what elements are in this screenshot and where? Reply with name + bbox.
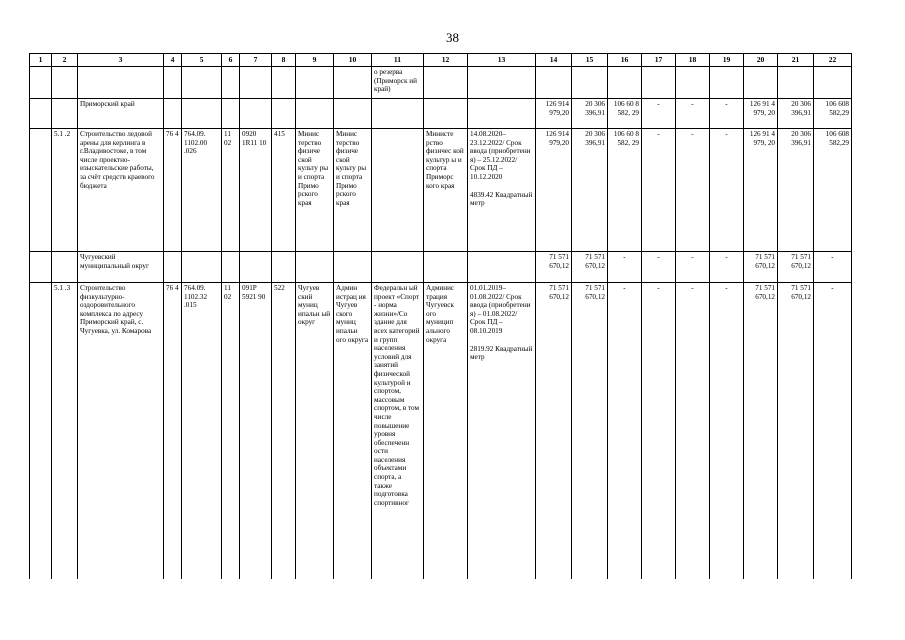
cell (424, 67, 468, 99)
cell-amount: - (676, 129, 710, 252)
cell-amount: - (814, 283, 852, 579)
cell-amount: - (710, 129, 744, 252)
cell (536, 67, 572, 99)
cell (468, 67, 536, 99)
cell-code: 0920 1R11 10 (240, 129, 272, 252)
cell (334, 252, 372, 283)
col-header: 1 (30, 54, 52, 67)
cell-amount: - (676, 99, 710, 129)
cell-terms (468, 283, 536, 579)
cell (710, 67, 744, 99)
cell-code: 76 4 (164, 129, 182, 252)
cell (182, 99, 222, 129)
cell-code: 764.09. 1102.32 .015 (182, 283, 222, 579)
cell (334, 67, 372, 99)
cell (468, 99, 536, 129)
cell-amount: 71 571 670,12 (572, 283, 608, 579)
col-header: 13 (468, 54, 536, 67)
col-header: 4 (164, 54, 182, 67)
cell (78, 67, 164, 99)
cell-amount: - (608, 252, 642, 283)
cell-code: 764.09. 1102.00 .026 (182, 129, 222, 252)
cell-project: Федеральн ый проект «Спорт - норма жизни»/Со здание для всех категорий и групп населения условий для занятий физической культурой и спортом, массовым спортом, в том числе повышение уровня обеспеченн ости населения объектами спорта, а также подготовка спортивног (372, 283, 424, 579)
cell (30, 67, 52, 99)
col-header: 19 (710, 54, 744, 67)
cell-code: 76 4 (164, 283, 182, 579)
cell-amount: - (608, 283, 642, 579)
col-header: 18 (676, 54, 710, 67)
cell-amount: - (642, 283, 676, 579)
cell (296, 99, 334, 129)
cell (52, 99, 78, 129)
col-header: 14 (536, 54, 572, 67)
cell (424, 99, 468, 129)
cell (468, 252, 536, 283)
column-number-row (30, 54, 852, 67)
cell-organization: Чугуев ский муниц ипальн ый округ (296, 283, 334, 579)
cell (30, 129, 52, 252)
table-row-chuguevsky (30, 252, 852, 283)
cell (30, 283, 52, 579)
cell-code: 415 (272, 129, 296, 252)
cell-amount: 71 571 670,12 (536, 252, 572, 283)
table-row-item-5-1-2 (30, 129, 852, 252)
col-header: 20 (744, 54, 778, 67)
cell (164, 252, 182, 283)
col-header: 21 (778, 54, 814, 67)
cell-object-name: Строительство физкультурно-оздоровительного комплекса по адресу Приморский край, с. Чугуевка, ул. Комарова (78, 283, 164, 579)
cell (372, 99, 424, 129)
terms-dates: 14.08.2020– 23.12.2022/ Срок ввода (приобретени я) – 25.12.2022/ Срок ПД – 10.12.2020 (470, 130, 531, 181)
cell-amount: - (642, 129, 676, 252)
cell (30, 252, 52, 283)
col-header: 22 (814, 54, 852, 67)
cell-amount: - (710, 252, 744, 283)
cell (52, 252, 78, 283)
cell-amount: - (676, 252, 710, 283)
cell-project: о резерва (Приморск ий край) (372, 67, 424, 99)
col-header: 7 (240, 54, 272, 67)
budget-table (29, 53, 852, 579)
cell (240, 67, 272, 99)
cell (608, 67, 642, 99)
col-header: 10 (334, 54, 372, 67)
cell (676, 67, 710, 99)
cell (222, 67, 240, 99)
cell-terms (468, 129, 536, 252)
cell-amount: 20 306 396,91 (778, 99, 814, 129)
cell (240, 252, 272, 283)
cell-amount: 20 306 396,91 (778, 129, 814, 252)
cell-amount: 106 608 582,29 (814, 99, 852, 129)
cell-amount: - (642, 99, 676, 129)
col-header: 16 (608, 54, 642, 67)
cell (272, 252, 296, 283)
cell (222, 99, 240, 129)
cell (164, 99, 182, 129)
cell (52, 67, 78, 99)
terms-capacity: 2819.92 Квадратный метр (470, 344, 533, 362)
cell-organization: Админис трация Чугуевск ого муницип ального округа (424, 283, 468, 579)
cell-organization: Минис терство физиче ской культу ры и спорта Примо рского края (334, 129, 372, 252)
cell (334, 99, 372, 129)
cell-region: Чугуевский муниципальный округ (78, 252, 164, 283)
col-header: 5 (182, 54, 222, 67)
cell-amount: 71 571 670,12 (744, 283, 778, 579)
cell (642, 67, 676, 99)
cell-amount: - (710, 283, 744, 579)
cell-amount: 106 608 582,29 (814, 129, 852, 252)
cell (30, 99, 52, 129)
cell-amount: 20 306 396,91 (572, 129, 608, 252)
terms-dates: 01.01.2019– 01.08.2022/ Срок ввода (приобретени я) – 01.08.2022/ Срок ПД – 08.10.2019 (470, 284, 531, 335)
cell-code: 091P 5921 90 (240, 283, 272, 579)
cell (778, 67, 814, 99)
cell-project (372, 129, 424, 252)
cell-organization: Минис терство физиче ской культу ры и спорта Примо рского края (296, 129, 334, 252)
cell (222, 252, 240, 283)
cell (182, 67, 222, 99)
cell (814, 67, 852, 99)
cell-amount: 106 60 8 582, 29 (608, 129, 642, 252)
cell (296, 252, 334, 283)
cell-amount: 126 91 4 979, 20 (744, 99, 778, 129)
cell-amount: 126 914 979,20 (536, 129, 572, 252)
col-header: 15 (572, 54, 608, 67)
cell (744, 67, 778, 99)
cell-amount: 71 571 670,12 (536, 283, 572, 579)
col-header: 11 (372, 54, 424, 67)
cell (372, 252, 424, 283)
cell-amount: 71 571 670,12 (778, 283, 814, 579)
cell (424, 252, 468, 283)
table-row-item-5-1-3 (30, 283, 852, 579)
col-header: 8 (272, 54, 296, 67)
cell-item-number: 5.1 .2 (52, 129, 78, 252)
cell-object-name: Строительство ледовой арены для керлинга в г.Владивостоке, в том числе проектно-изыскательские работы, за счёт средств краевого бюджета (78, 129, 164, 252)
cell-amount: - (814, 252, 852, 283)
cell-organization: Министе рство физичес кой культур ы и спорта Приморс кого края (424, 129, 468, 252)
cell (272, 67, 296, 99)
cell (182, 252, 222, 283)
cell-amount: 71 571 670,12 (778, 252, 814, 283)
col-header: 17 (642, 54, 676, 67)
cell-code: 11 02 (222, 129, 240, 252)
cell (296, 67, 334, 99)
cell-amount: 71 571 670,12 (744, 252, 778, 283)
col-header: 3 (78, 54, 164, 67)
cell-amount: 126 91 4 979, 20 (744, 129, 778, 252)
cell-amount: 20 306 396,91 (572, 99, 608, 129)
cell-amount: 71 571 670,12 (572, 252, 608, 283)
col-header: 12 (424, 54, 468, 67)
cell (240, 99, 272, 129)
cell-amount: - (710, 99, 744, 129)
cell-amount: 126 914 979,20 (536, 99, 572, 129)
cell-amount: - (642, 252, 676, 283)
table-row-primorsky (30, 99, 852, 129)
col-header: 9 (296, 54, 334, 67)
cell (572, 67, 608, 99)
cell-code: 522 (272, 283, 296, 579)
cell-region: Приморский край (78, 99, 164, 129)
page-number: 38 (446, 30, 459, 45)
table-row-continuation (30, 67, 852, 99)
terms-capacity: 4839.42 Квадратный метр (470, 190, 533, 208)
cell (272, 99, 296, 129)
cell-organization: Админ истрац ия Чугуев ского муниц ипальн ого округа (334, 283, 372, 579)
cell (164, 67, 182, 99)
cell-amount: - (676, 283, 710, 579)
col-header: 6 (222, 54, 240, 67)
cell-amount: 106 60 8 582, 29 (608, 99, 642, 129)
cell-code: 11 02 (222, 283, 240, 579)
cell-item-number: 5.1 .3 (52, 283, 78, 579)
col-header: 2 (52, 54, 78, 67)
